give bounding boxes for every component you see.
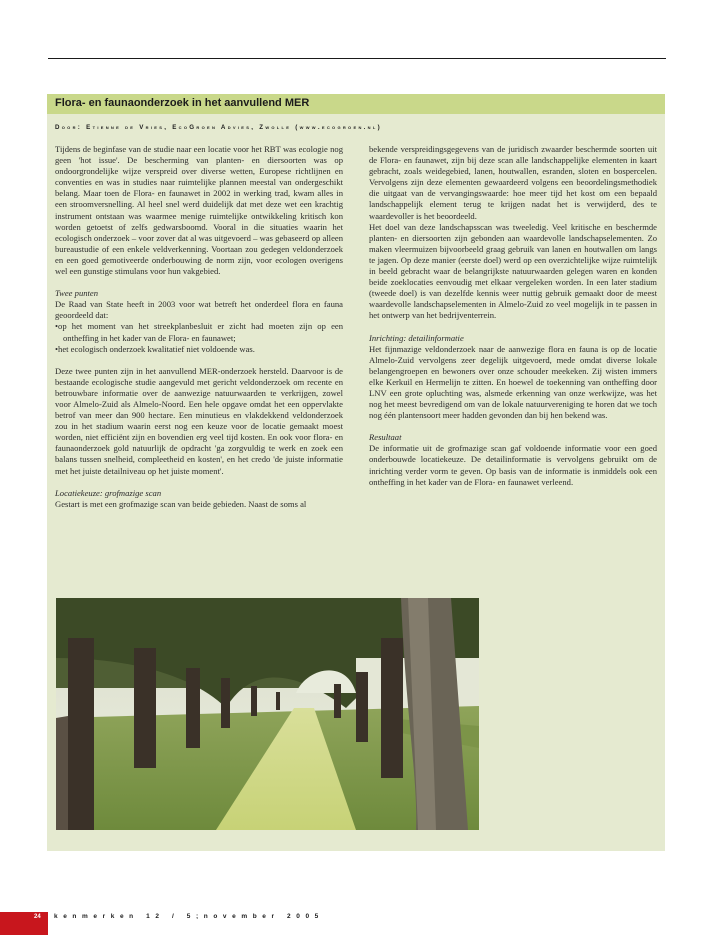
page-number: 24 — [34, 914, 41, 920]
bullet-item: • op het moment van het streekplanbesluit er zicht had moeten zijn op een ontheffing in het kader van de Flora- en faunawet; — [55, 321, 343, 343]
left-column — [55, 144, 343, 510]
paragraph: bekende verspreidingsgegevens van de juridisch zwaarder beschermde soorten uit de Flora- en faunawet, zijn bij deze scan alle landschappelijke elementen in kaart gebracht, zoals weidegebied, lanen, houtwallen, esranden, sloten en bospercelen. Vervolgens zijn deze elementen gewaardeerd volgens een beoordelingsmethodiek die uitgaat van de vervangingswaarde: hoe meer tijd het kost om een bepaald landschappelijk element terug te krijgen nadat het is verwijderd, des te waardevoller is het beoordeeld. — [369, 144, 657, 221]
subheading: Twee punten — [55, 288, 99, 299]
article-panel — [47, 94, 665, 851]
subheading: Inrichting: detailinformatie — [369, 332, 464, 343]
bullet-list — [55, 321, 343, 354]
paragraph: De Raad van State heeft in 2003 voor wat betreft het onderdeel flora en fauna geoordeeld dat: — [55, 299, 343, 321]
paragraph: Het doel van deze landschapsscan was tweeledig. Veel kritische en beschermde planten- en diersoorten zijn gebonden aan waardevolle landschapselementen. Zo maken vleermuizen bijvoorbeeld graag gebruik van lanen en houtwallen om langs te jagen. Op deze manier (eerste doel) werd op een overzichtelijke wijze ruimtelijk in beeld gebracht waar de belangrijkste natuurwaarden gelegen waren en konden beide zoeklocaties eenvoudig met elkaar vergeleken worden. In een later stadium (tweede doel) is van dezelfde kennis weer nuttig gebruik gemaakt door de meest waardevolle landschapselementen in Almelo-Zuid zo veel mogelijk in te passen in het ontwerp van het bedrijventerrein. — [369, 221, 657, 321]
paragraph: Gestart is met een grofmazige scan van beide gebieden. Naast de soms al — [55, 498, 307, 509]
subheading: Resultaat — [369, 432, 402, 443]
footer-publication: kenmerken 12 / 5;november 2005 — [54, 913, 324, 920]
article-title: Flora- en faunaonderzoek in het aanvullend MER — [55, 97, 310, 109]
subheading: Locatiekeuze: grofmazige scan — [55, 487, 162, 498]
paragraph: Deze twee punten zijn in het aanvullend MER-onderzoek hersteld. Daarvoor is de bestaande ecologische studie aangevuld met gericht veldonderzoek om recente en betrouwbare informatie over de aanwezige natuurwaarden te verkrijgen, zowel voor Almelo-Zuid als Almelo-Noord. Een hele opgave omdat het een oppervlakte betrof van meer dan 900 hectare. Een minutieus en vlakdekkend veldonderzoek zou in het stadium waarin eerst nog een keuze voor de locatie gemaakt moest worden, niet efficiënt zijn en bovendien erg veel tijd kosten. En ook voor flora- en faunaonderzoek gold natuurlijk de opdracht 'ga zorgvuldig te werk en zoek een balans tussen snelheid, compleetheid en kosten', en het credo 'de juiste informatie met het juiste detailniveau op het juiste moment'. — [55, 365, 343, 476]
paragraph: Het fijnmazige veldonderzoek naar de aanwezige flora en fauna is op de locatie Almelo-Zuid vervolgens zeer degelijk uitgevoerd, mede omdat diverse lokale belangengroepen en bewoners over onze schouder meekeken. Zij wisten immers elke Kerkuil en Hermelijn te zitten. En hoewel de toekenning van ontheffing door LNV een grote opluchting was, alsmede erkenning van onze werkwijze, was het nog het meest bevredigend om van de lokale natuurvereniging te horen dat we toch nog één plantensoort meer hadden gevonden dan bij hen bekend was. — [369, 343, 657, 421]
paragraph: Tijdens de beginfase van de studie naar een locatie voor het RBT was ecologie nog geen 'hot issue'. De bescherming van planten- en diersoorten was op ondoorgrondelijke wijze verspreid over diverse wetten, Europese richtlijnen en conventies en was in studies naar ruimtelijke plannen meestal van ondergeschikt belang. Maar toen de Flora- en faunawet in 2002 in werking trad, kwam alles in een stroomversnelling. Al heel snel werd duidelijk dat met deze wet een krachtig instrument ontstaan was waarmee menige ruimtelijke ontwikkeling kritisch kon worden getoetst of zelfs gedwarsboomd. Vooral in die situaties waarin het ecologisch onderzoek – voor zover dat al was uitgevoerd – was gebaseerd op alleen bureaustudie of een enkele veldverkenning. Voortaan zou gedegen veldonderzoek en een goed gemotiveerde onderbouwing de norm zijn, voor ecologen overigens wel een gunstige stimulans voor hun vakgebied. — [55, 144, 343, 277]
top-rule — [48, 58, 666, 59]
paragraph: De informatie uit de grofmazige scan gaf voldoende informatie voor een goed onderbouwde locatiekeuze. De detailinformatie is vervolgens gebruikt om de inrichting verder vorm te geven. Op basis van de informatie is inmiddels ook een ontheffing in het kader van de Flora- en faunawet verleend. — [369, 443, 657, 487]
bullet-item: • het ecologisch onderzoek kwalitatief niet voldoende was. — [55, 344, 343, 355]
tree-lane-photo — [56, 598, 479, 830]
right-column — [369, 144, 657, 488]
article-byline: Door: Etienne de Vries, EcoGroen Advies, Zwolle (www.ecogroen.nl) — [55, 124, 382, 131]
article-header-band — [47, 94, 665, 114]
